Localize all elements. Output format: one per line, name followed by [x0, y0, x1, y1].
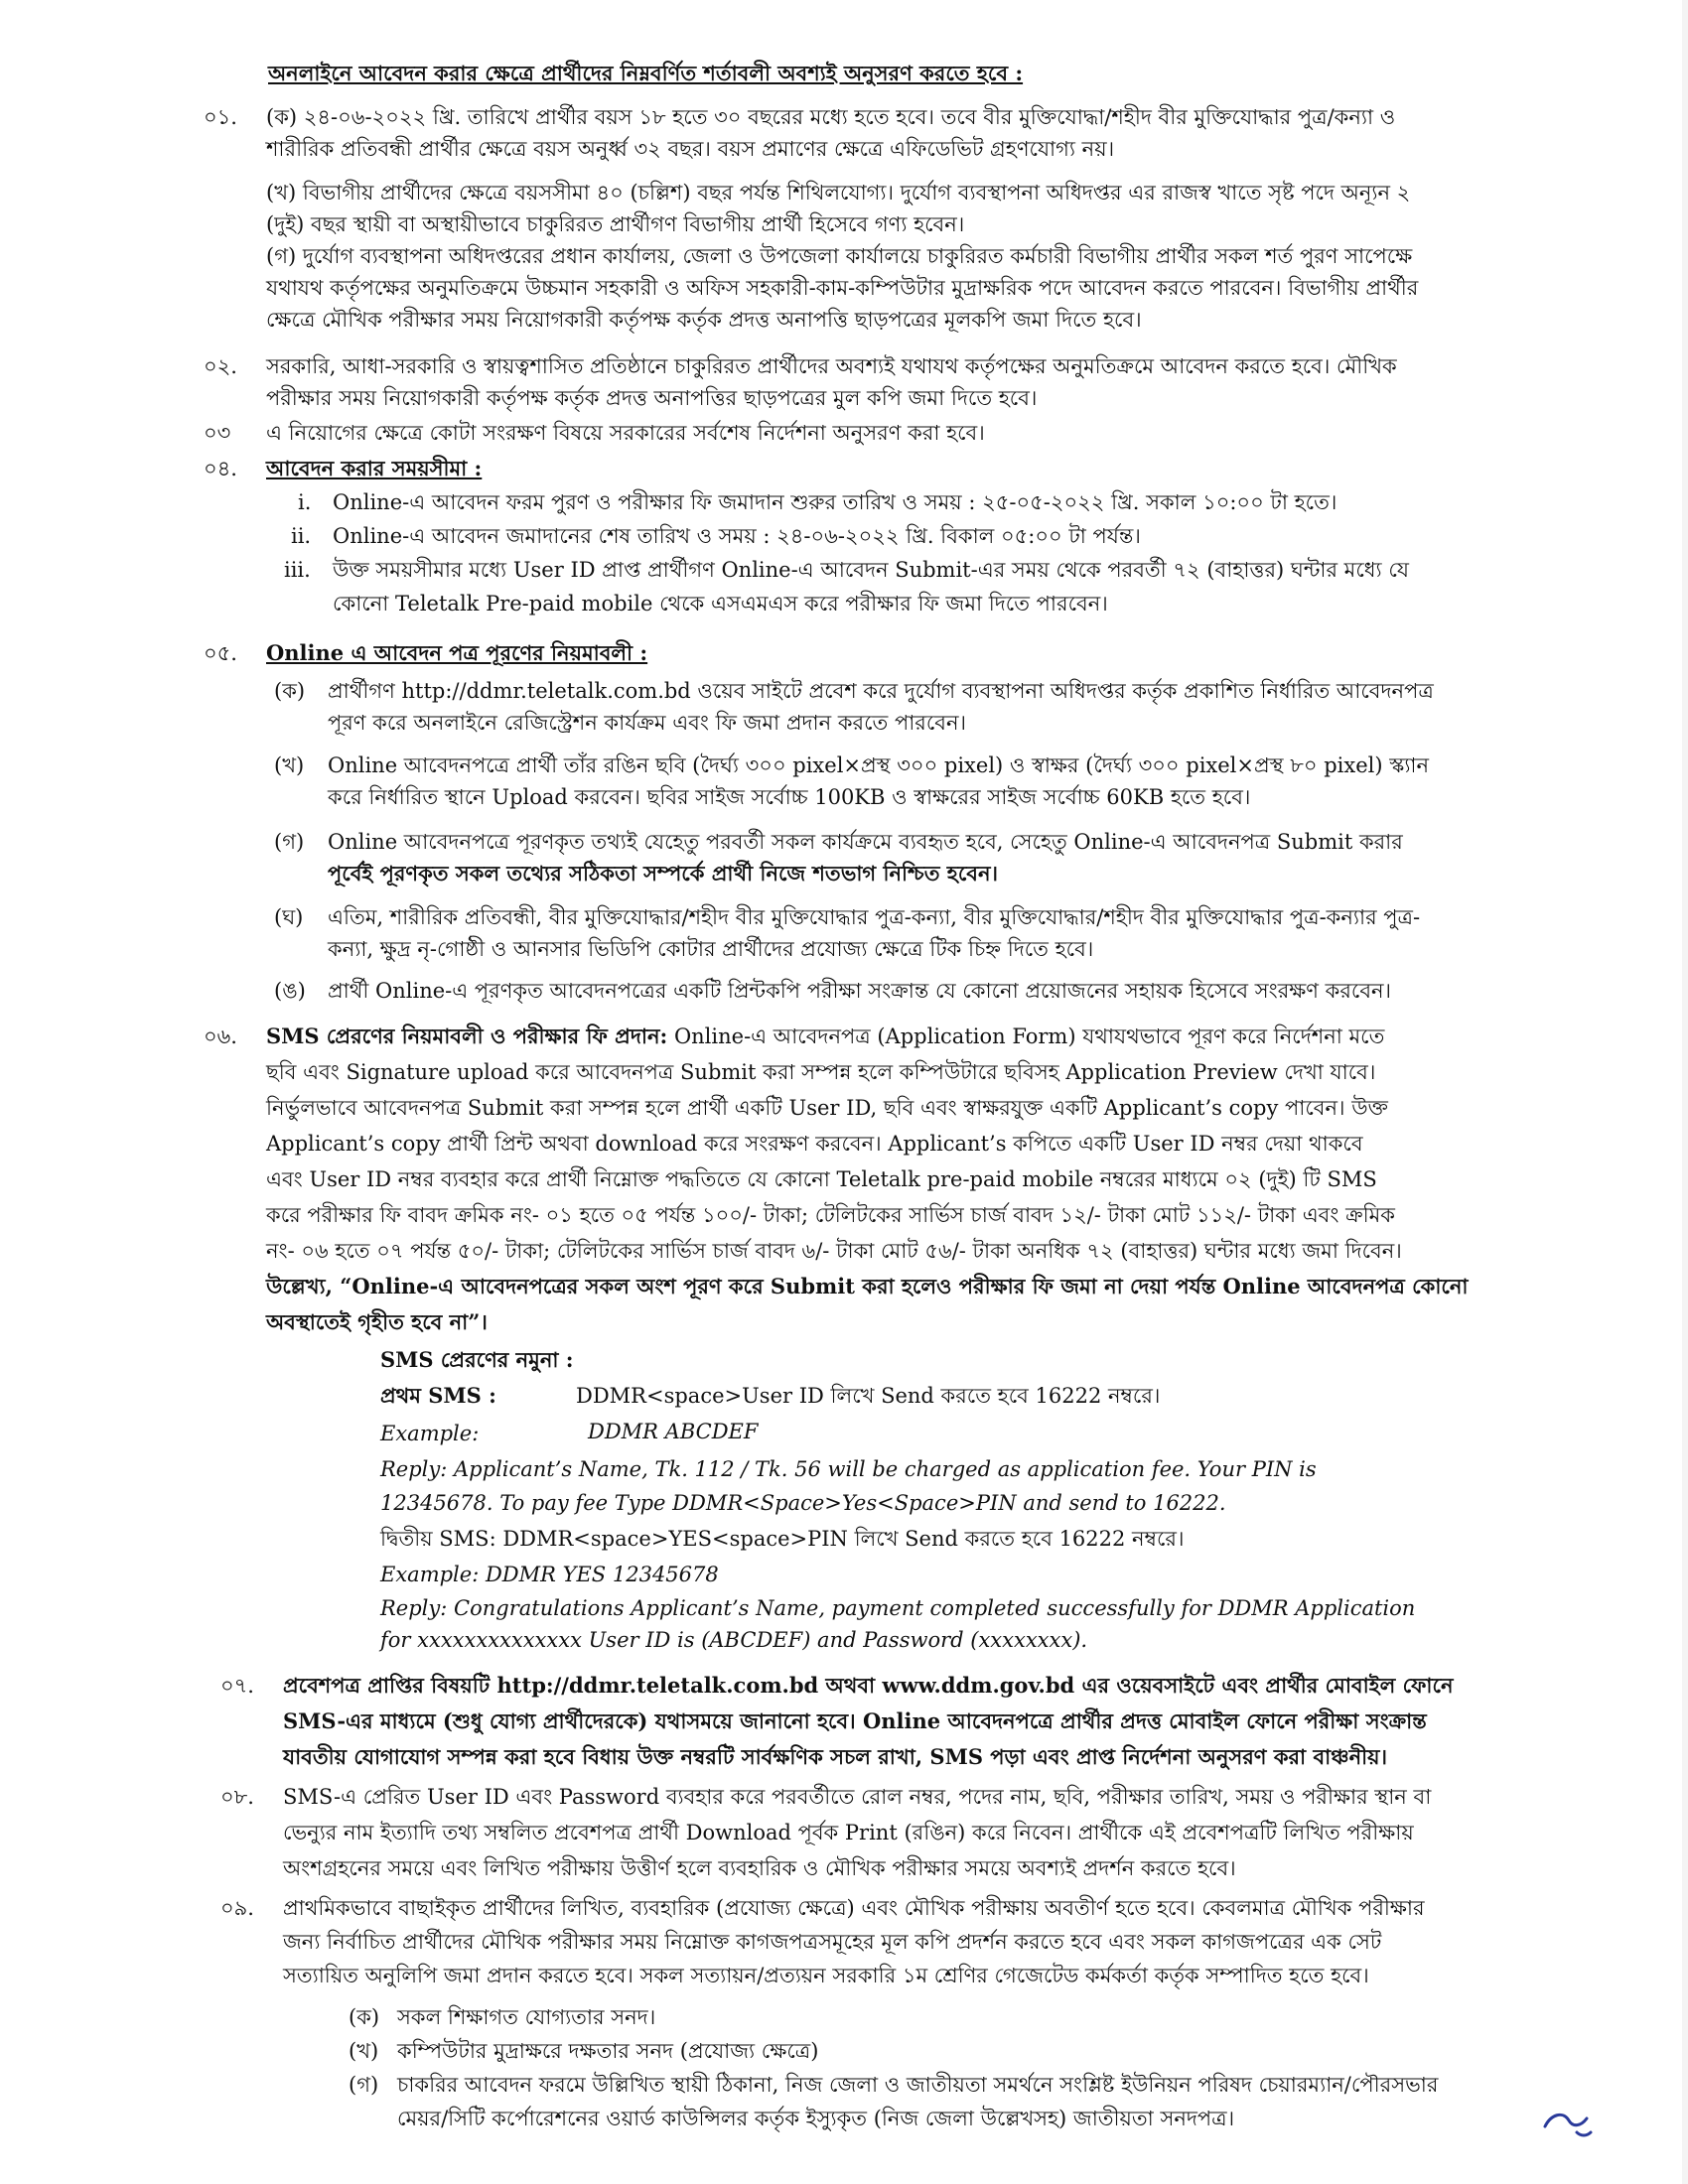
reply-text: Reply: Applicant’s Name, Tk. 112 / Tk. 56 will be charged as application fee. Your PIN is: [380, 1457, 1317, 1481]
clause-text: পূরণ করে অনলাইনে রেজিস্ট্রেশন কার্যক্রম এবং ফি জমা প্রদান করতে পারবেন।: [328, 711, 967, 735]
clause-text: SMS-এ প্রেরিত User ID এবং Password ব্যবহার করে পরবর্তীতে রোল নম্বর, পদের নাম, ছবি, পরীক্ষার তারিখ, সময় ও পরীক্ষার স্থান বা: [283, 1785, 1432, 1809]
document-heading: অনলাইনে আবেদন করার ক্ষেত্রে প্রার্থীদের নিম্নবর্ণিত শর্তাবলী অবশ্যই অনুসরণ করতে হবে :: [268, 61, 1024, 85]
clause-text: (ক) ২৪-০৬-২০২২ খ্রি. তারিখে প্রার্থীর বয়স ১৮ হতে ৩০ বছরের মধ্যে হতে হবে। তবে বীর মুক্তিযোদ্ধা/শহীদ বীর মুক্তিযোদ্ধার পুত্র/কন্যা ও: [266, 105, 1396, 129]
reply-text: Reply: Congratulations Applicant’s Name, payment completed successfully for DDMR Application: [380, 1596, 1416, 1620]
clause-text: প্রার্থী Online-এ পূরণকৃত আবেদনপত্রের একটি প্রিন্টকপি পরীক্ষা সংক্রান্ত যে কোনো প্রয়োজনের সহায়ক হিসেবে সংরক্ষণ করবেন।: [328, 979, 1392, 1003]
sms-rules-heading: SMS প্রেরণের নিয়মাবলী ও পরীক্ষার ফি প্রদান:: [266, 1024, 668, 1048]
example-text: Example: DDMR YES 12345678: [380, 1563, 719, 1586]
item-label: (ক): [274, 679, 306, 703]
clause-text: এতিম, শারীরিক প্রতিবন্ধী, বীর মুক্তিযোদ্ধার/শহীদ বীর মুক্তিযোদ্ধার পুত্র-কন্যা, বীর মুক্তিযোদ্ধার/শহীদ বীর মুক্তিযোদ্ধার পুত্র-কন্যার পুত্র-: [328, 905, 1421, 929]
clause-text: প্রাথমিকভাবে বাছাইকৃত প্রার্থীদের লিখিত, ব্যবহারিক (প্রযোজ্য ক্ষেত্রে) এবং মৌখিক পরীক্ষায় অবতীর্ণ হতে হবে। কেবলমাত্র মৌখিক পরীক্ষার: [283, 1896, 1425, 1920]
clause-text: Applicant’s copy প্রার্থী প্রিন্ট অথবা download করে সংরক্ষণ করবেন। Applicant’s কপিতে একটি User ID নম্বর দেয়া থাকবে: [266, 1132, 1363, 1156]
clause-text: Online-এ আবেদন জমাদানের শেষ তারিখ ও সময় : ২৪-০৬-২০২২ খ্রি. বিকাল ০৫:০০ টা পর্যন্ত।: [333, 524, 1141, 548]
clause-text: ক্ষেত্রে মৌখিক পরীক্ষার সময় নিয়োগকারী কর্তৃপক্ষ কর্তৃক প্রদত্ত অনাপত্তি ছাড়পত্রের মূলকপি জমা দিতে হবে।: [266, 308, 1142, 332]
item-label: (ঘ): [274, 905, 304, 929]
section-number: ০৬.: [204, 1024, 237, 1048]
clause-text: শারীরিক প্রতিবন্ধী প্রার্থীর ক্ষেত্রে বয়স অনুর্ধ্ব ৩২ বছর। বয়স প্রমাণের ক্ষেত্রে এফিডেভিট গ্রহণযোগ্য নয়।: [266, 137, 1115, 161]
clause-text: কম্পিউটার মুদ্রাক্ষরে দক্ষতার সনদ (প্রযোজ্য ক্ষেত্রে): [397, 2039, 819, 2063]
clause-text: (দুই) বছর স্থায়ী বা অস্থায়ীভাবে চাকুরিরত প্রার্থীগণ বিভাগীয় প্রার্থী হিসেবে গণ্য হবেন।: [266, 212, 965, 236]
example-label: Example:: [380, 1422, 480, 1445]
section-number: ০৩: [204, 421, 231, 445]
item-label: (গ): [274, 830, 305, 854]
section-number: ০৯.: [220, 1896, 254, 1920]
clause-text: (খ) বিভাগীয় প্রার্থীদের ক্ষেত্রে বয়সসীমা ৪০ (চল্লিশ) বছর পর্যন্ত শিথিলযোগ্য। দুর্যোগ ব্যবস্থাপনা অধিদপ্তর এর রাজস্ব খাতে সৃষ্ট পদে অন্যূন ২: [266, 181, 1411, 205]
clause-text: SMS-এর মাধ্যমে (শুধু যোগ্য প্রার্থীদেরকে) যথাসময়ে জানানো হবে। Online আবেদনপত্রে প্রার্থীর প্রদত্ত মোবাইল ফোনে পরীক্ষা সংক্রান্ত: [283, 1708, 1427, 1733]
second-sms-text: দ্বিতীয় SMS: DDMR<space>YES<space>PIN লিখে Send করতে হবে 16222 নম্বরে।: [380, 1527, 1185, 1551]
clause-text: এ নিয়োগের ক্ষেত্রে কোটা সংরক্ষণ বিষয়ে সরকারের সর্বশেষ নির্দেশনা অনুসরণ করা হবে।: [266, 421, 985, 445]
clause-text: Online-এ আবেদন ফরম পুরণ ও পরীক্ষার ফি জমাদান শুরুর তারিখ ও সময় : ২৫-০৫-২০২২ খ্রি. সকাল ১০:০০ টা হতে।: [333, 490, 1337, 514]
section-number: ০৮.: [220, 1785, 254, 1809]
item-label: (খ): [349, 2039, 379, 2063]
item-number: ii.: [291, 524, 312, 548]
clause-text: সত্যায়িত অনুলিপি জমা প্রদান করতে হবে। সকল সত্যায়ন/প্রত্যয়ন সরকারি ১ম শ্রেণির গেজেটেড কর্মকর্তা কর্তৃক সম্পাদিত হতে হবে।: [283, 1964, 1369, 1987]
item-label: (গ): [349, 2073, 379, 2097]
clause-text: নির্ভুলভাবে আবেদনপত্র Submit করা সম্পন্ন হলে প্রার্থী একটি User ID, ছবি এবং স্বাক্ষরযুক্ত একটি Applicant’s copy পাবেন। উক্ত: [266, 1096, 1388, 1120]
item-label: (ঙ): [274, 979, 306, 1003]
clause-text: নং- ০৬ হতে ০৭ পর্যন্ত ৫০/- টাকা; টেলিটকের সার্ভিস চার্জ বাবদ ৬/- টাকা মোট ৫৬/- টাকা অনধিক ৭২ (বাহাত্তর) ঘন্টার মধ্যে জমা দিবেন।: [266, 1239, 1402, 1263]
example-text: DDMR ABCDEF: [588, 1420, 759, 1443]
sms-rules-line: [266, 1023, 1384, 1050]
clause-note: উল্লেখ্য, “Online-এ আবেদনপত্রের সকল অংশ পূরণ করে Submit করা হলেও পরীক্ষার ফি জমা না দেয়া পর্যন্ত Online আবেদনপত্র কোনো: [266, 1274, 1469, 1298]
sms-sample-title: SMS প্রেরণের নমুনা :: [380, 1347, 574, 1372]
clause-text: Online আবেদনপত্রে পূরণকৃত তথ্যই যেহেতু পরবর্তী সকল কার্যক্রমে ব্যবহৃত হবে, সেহেতু Online-এ আবেদনপত্র Submit করার: [328, 830, 1403, 854]
item-number: i.: [298, 490, 312, 514]
clause-text: এবং User ID নম্বর ব্যবহার করে প্রার্থী নিম্নোক্ত পদ্ধতিতে যে কোনো Teletalk pre-paid mobile নম্বরের মাধ্যমে ০২ (দুই) টি SMS: [266, 1167, 1377, 1191]
clause-text: Online আবেদনপত্রে প্রার্থী তাঁর রঙিন ছবি (দৈর্ঘ্য ৩০০ pixel×প্রস্থ ৩০০ pixel) ও স্বাক্ষর (দৈর্ঘ্য ৩০০ pixel×প্রস্থ ৮০ pixel) স্ক্যান: [328, 753, 1430, 777]
section-title: আবেদন করার সময়সীমা :: [266, 456, 483, 480]
section-title: Online এ আবেদন পত্র পূরণের নিয়মাবলী :: [266, 640, 648, 665]
section-number: ০১.: [204, 105, 237, 129]
clause-text: উক্ত সময়সীমার মধ্যে User ID প্রাপ্ত প্রার্থীগণ Online-এ আবেদন Submit-এর সময় থেকে পরবর্তী ৭২ (বাহাত্তর) ঘন্টার মধ্যে যে: [333, 558, 1409, 582]
clause-text: মেয়র/সিটি কর্পোরেশনের ওয়ার্ড কাউন্সিলর কর্তৃক ইস্যুকৃত (নিজ জেলা উল্লেখসহ) জাতীয়তা সনদপত্র।: [397, 2107, 1235, 2130]
scan-edge: [1682, 0, 1688, 2184]
section-number: ০৫.: [204, 641, 237, 665]
clause-text: যথাযথ কর্তৃপক্ষের অনুমতিক্রমে উচ্চমান সহকারী ও অফিস সহকারী-কাম-কম্পিউটার মুদ্রাক্ষরিক পদে আবেদন করতে পারবেন। বিভাগীয় প্রার্থীর: [266, 276, 1419, 300]
item-number: iii.: [284, 558, 311, 582]
clause-text: Online-এ আবেদনপত্র (Application Form) যথাযথভাবে পূরণ করে নির্দেশনা মতে: [673, 1024, 1385, 1048]
clause-text: ভেন্যুর নাম ইত্যাদি তথ্য সম্বলিত প্রবেশপত্র প্রার্থী Download পূর্বক Print (রঙিন) করে নিবেন। প্রার্থীকে এই প্রবেশপত্রটি লিখিত পরীক্ষায়: [283, 1821, 1414, 1844]
clause-text: কন্যা, ক্ষুদ্র নৃ-গোষ্ঠী ও আনসার ভিডিপি কোটার প্রার্থীদের প্রযোজ্য ক্ষেত্রে টিক চিহ্ন দিতে হবে।: [328, 937, 1094, 961]
first-sms-label: প্রথম SMS :: [380, 1383, 496, 1408]
clause-text: প্রার্থীগণ http://ddmr.teletalk.com.bd ওয়েব সাইটে প্রবেশ করে দুর্যোগ ব্যবস্থাপনা অধিদপ্তর কর্তৃক প্রকাশিত নির্ধারিত আবেদনপত্র: [328, 679, 1434, 703]
clause-text: পূর্বেই পূরণকৃত সকল তথ্যের সঠিকতা সম্পর্কে প্রার্থী নিজে শতভাগ নিশ্চিত হবেন।: [328, 861, 998, 886]
clause-text: সকল শিক্ষাগত যোগ্যতার সনদ।: [397, 2005, 656, 2029]
clause-text: করে নির্ধারিত স্থানে Upload করবেন। ছবির সাইজ সর্বোচ্চ 100KB ও স্বাক্ষরের সাইজ সর্বোচ্চ 60KB হতে হবে।: [328, 785, 1251, 809]
first-sms-text: DDMR<space>User ID লিখে Send করতে হবে 16222 নম্বরে।: [576, 1384, 1161, 1408]
clause-text: করে পরীক্ষার ফি বাবদ ক্রমিক নং- ০১ হতে ০৫ পর্যন্ত ১০০/- টাকা; টেলিটকের সার্ভিস চার্জ বাবদ ১২/- টাকা মোট ১১২/- টাকা এবং ক্রমিক: [266, 1203, 1395, 1227]
clause-text: সরকারি, আধা-সরকারি ও স্বায়ত্বশাসিত প্রতিষ্ঠানে চাকুরিরত প্রার্থীদের অবশ্যই যথাযথ কর্তৃপক্ষের অনুমতিক্রমে আবেদন করতে হবে। মৌখিক: [266, 354, 1397, 378]
reply-text: 12345678. To pay fee Type DDMR<Space>Yes<Space>PIN and send to 16222.: [380, 1491, 1226, 1515]
clause-text: যাবতীয় যোগাযোগ সম্পন্ন করা হবে বিধায় উক্ত নম্বরটি সার্বক্ষণিক সচল রাখা, SMS পড়া এবং প্রাপ্ত নির্দেশনা অনুসরণ করা বাঞ্চনীয়।: [283, 1744, 1388, 1769]
clause-text: অংশগ্রহনের সময়ে এবং লিখিত পরীক্ষায় উত্তীর্ণ হলে ব্যবহারিক ও মৌখিক পরীক্ষার সময়ে অবশ্যই প্রদর্শন করতে হবে।: [283, 1856, 1236, 1880]
section-number: ০৭.: [220, 1674, 254, 1698]
clause-text: ছবি এবং Signature upload করে আবেদনপত্র Submit করা সম্পন্ন হলে কম্পিউটারে ছবিসহ Application Preview দেখা যাবে।: [266, 1060, 1376, 1084]
clause-text: কোনো Teletalk Pre-paid mobile থেকে এসএমএস করে পরীক্ষার ফি জমা দিতে পারবেন।: [333, 592, 1108, 615]
item-label: (খ): [274, 753, 305, 777]
clause-text: চাকরির আবেদন ফরমে উল্লিখিত স্থায়ী ঠিকানা, নিজ জেলা ও জাতীয়তা সমর্থনে সংশ্লিষ্ট ইউনিয়ন পরিষদ চেয়ারম্যান/পৌরসভার: [397, 2073, 1439, 2097]
clause-text: পরীক্ষার সময় নিয়োগকারী কর্তৃপক্ষ কর্তৃক প্রদত্ত অনাপত্তির ছাড়পত্রের মুল কপি জমা দিতে হবে।: [266, 386, 1038, 410]
section-number: ০২.: [204, 354, 237, 378]
section-number: ০৪.: [204, 457, 237, 480]
clause-text: জন্য নির্বাচিত প্রার্থীদের মৌখিক পরীক্ষার সময় নিম্নোক্ত কাগজপত্রসমূহের মূল কপি প্রদর্শন করতে হবে এবং সকল কাগজপত্রের এক সেট: [283, 1930, 1382, 1954]
clause-note: অবস্থাতেই গৃহীত হবে না”।: [266, 1309, 488, 1334]
handwritten-signature: [1537, 2097, 1597, 2146]
item-label: (ক): [349, 2005, 380, 2029]
clause-text: (গ) দুর্যোগ ব্যবস্থাপনা অধিদপ্তরের প্রধান কার্যালয়, জেলা ও উপজেলা কার্যালয়ে চাকুরিরত কর্মচারী বিভাগীয় প্রার্থীর সকল শর্ত পুরণ সাপেক্ষে: [266, 244, 1413, 268]
clause-text: প্রবেশপত্র প্রাপ্তির বিষয়টি http://ddmr.teletalk.com.bd অথবা www.ddm.gov.bd এর ওয়েবসাইটে এবং প্রার্থীর মোবাইল ফোনে: [283, 1673, 1454, 1698]
reply-text: for xxxxxxxxxxxxxx User ID is (ABCDEF) and Password (xxxxxxxx).: [380, 1628, 1088, 1652]
